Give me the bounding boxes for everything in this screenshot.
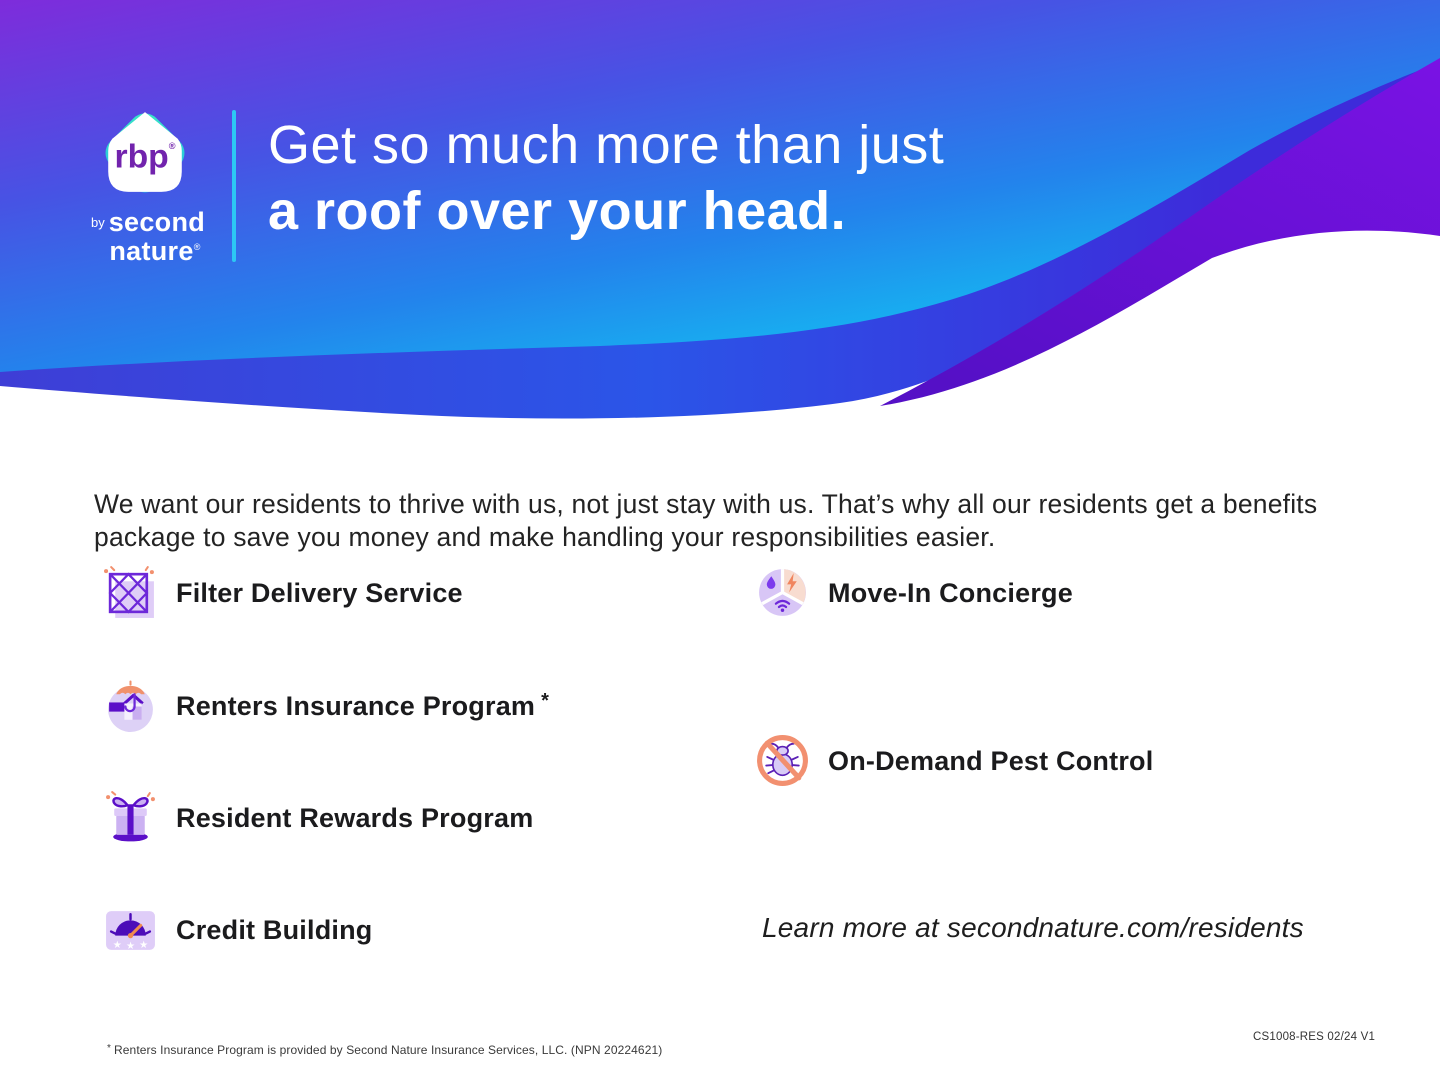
byline-by: by bbox=[90, 215, 105, 230]
footnote-marker: * bbox=[541, 689, 550, 712]
document-code: CS1008-RES 02/24 V1 bbox=[1253, 1031, 1376, 1043]
svg-text:★: ★ bbox=[112, 939, 122, 951]
benefit-label: Credit Building bbox=[176, 914, 373, 945]
benefit-label: Renters Insurance Program * bbox=[176, 689, 550, 721]
logo-wordmark: rbp® bbox=[114, 137, 176, 176]
svg-text:★: ★ bbox=[125, 940, 136, 952]
benefit-label: Resident Rewards Program bbox=[176, 802, 534, 833]
intro-paragraph: We want our residents to thrive with us, not just stay with us. That’s why all our residents get a benefits package to save you money and make handling your responsibilities easier. bbox=[94, 488, 1318, 552]
no-pest-icon bbox=[755, 733, 810, 788]
benefit-row-pest-control bbox=[755, 733, 1159, 788]
headline bbox=[268, 112, 944, 244]
house-umbrella-icon bbox=[103, 678, 158, 733]
benefit-row-filter-delivery bbox=[103, 565, 469, 620]
air-filter-icon bbox=[103, 565, 158, 620]
benefit-row-move-in-concierge bbox=[755, 565, 1079, 620]
registered-mark: ® bbox=[193, 242, 201, 252]
benefit-label: Move-In Concierge bbox=[828, 577, 1073, 608]
rbp-logo-mark bbox=[98, 106, 192, 200]
benefit-row-credit-building bbox=[103, 902, 378, 957]
benefit-label: Filter Delivery Service bbox=[176, 577, 463, 608]
footnote-asterisk: * bbox=[107, 1043, 111, 1054]
learn-more-text: Learn more at secondnature.com/residents bbox=[762, 912, 1304, 943]
utilities-pie-icon bbox=[755, 565, 810, 620]
benefit-row-renters-insurance bbox=[103, 678, 549, 733]
headline-line1: Get so much more than just bbox=[268, 115, 945, 175]
benefit-label: On-Demand Pest Control bbox=[828, 745, 1154, 776]
footnote bbox=[107, 1043, 662, 1057]
brand-byline bbox=[84, 207, 212, 266]
credit-gauge-icon bbox=[103, 902, 158, 957]
benefit-row-resident-rewards bbox=[103, 790, 539, 845]
svg-text:★: ★ bbox=[139, 939, 149, 951]
byline-second: second bbox=[108, 207, 206, 237]
header-divider bbox=[232, 110, 236, 262]
footnote-text: Renters Insurance Program is provided by Second Nature Insurance Services, LLC. (NPN 20224621) bbox=[114, 1043, 663, 1057]
gift-box-icon bbox=[103, 790, 158, 845]
headline-line2: a roof over your head. bbox=[268, 181, 847, 241]
byline-nature: nature® bbox=[109, 236, 201, 266]
